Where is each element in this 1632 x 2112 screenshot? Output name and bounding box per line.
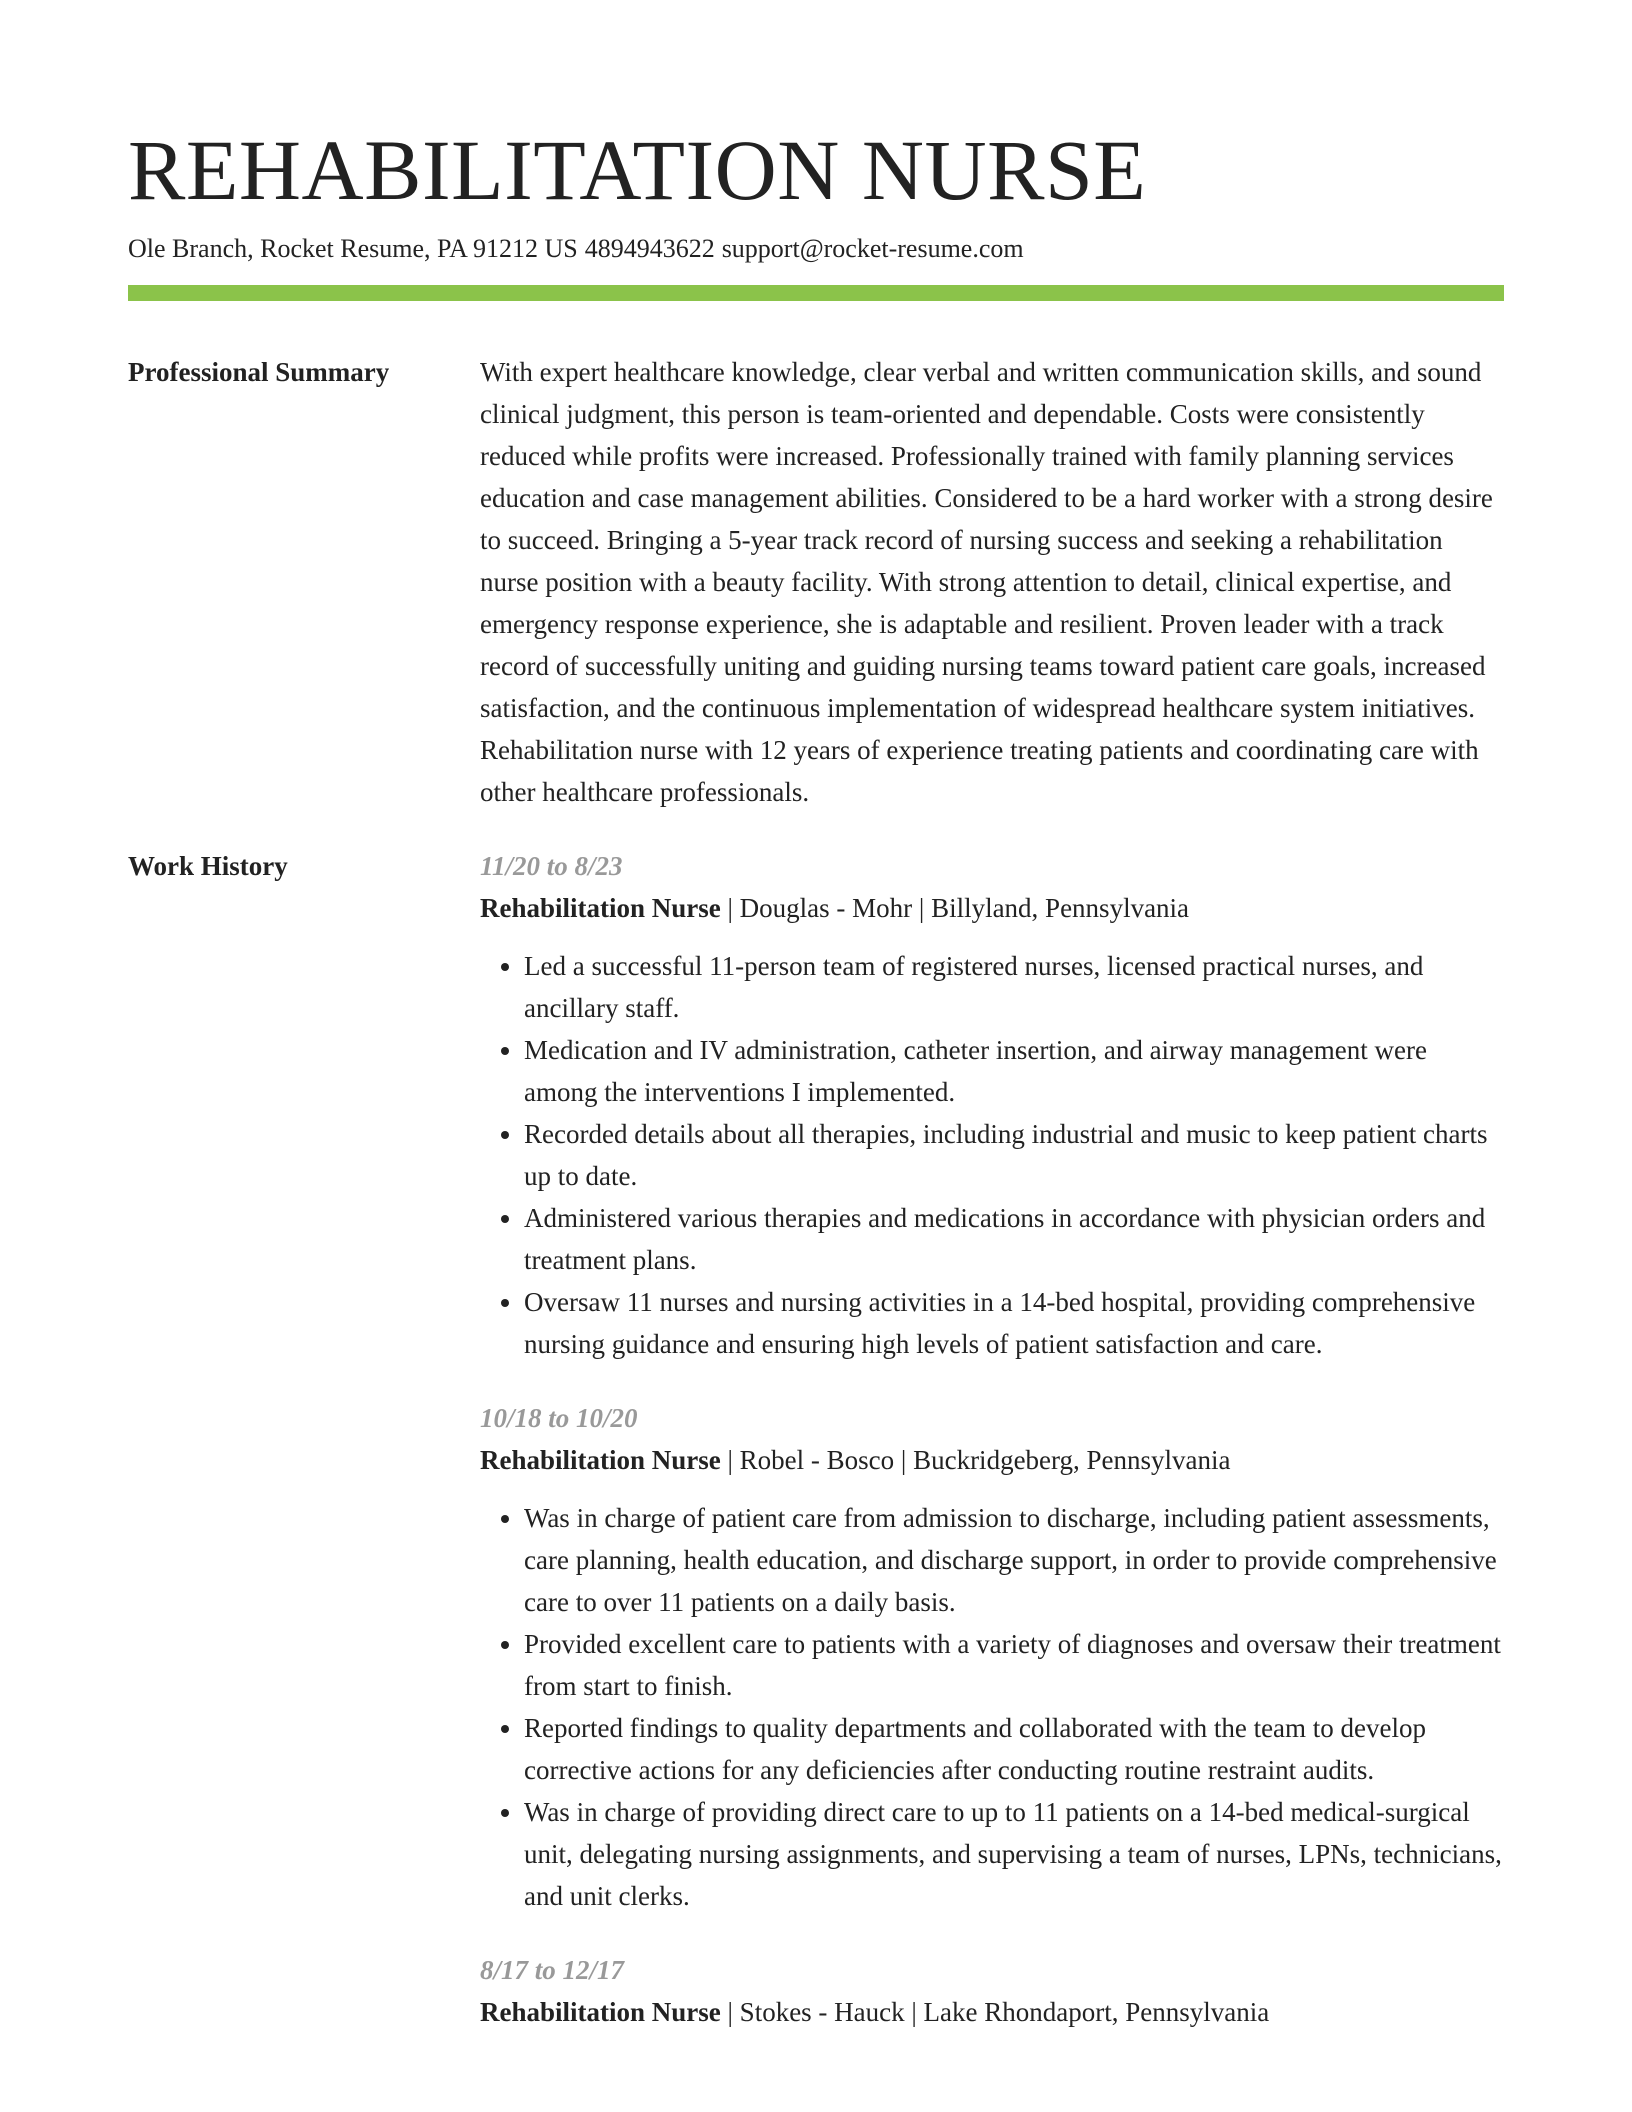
job-separator: | bbox=[912, 893, 932, 923]
job-separator: | bbox=[720, 1445, 740, 1475]
job-bullet: • Provided excellent care to patients with a variety of diagnoses and oversaw their treatment from start to finish. bbox=[524, 1623, 1504, 1707]
job-header-line bbox=[480, 1439, 1504, 1481]
job-separator: | bbox=[904, 1997, 924, 2027]
job-separator: | bbox=[720, 893, 740, 923]
job-entry bbox=[480, 1949, 1504, 2033]
job-bullet: • Medication and IV administration, catheter insertion, and airway management were among the interventions I implemented. bbox=[524, 1029, 1504, 1113]
job-company: Douglas - Mohr bbox=[739, 893, 913, 923]
job-header-line bbox=[480, 1991, 1504, 2033]
job-dates: 8/17 to 12/17 bbox=[480, 1955, 625, 1985]
summary-section bbox=[128, 351, 1504, 813]
job-dates: 10/18 to 10/20 bbox=[480, 1403, 638, 1433]
job-title: Rehabilitation Nurse bbox=[480, 893, 721, 923]
job-separator: | bbox=[720, 1997, 740, 2027]
job-bullet: • Was in charge of patient care from admission to discharge, including patient assessments, care planning, health education, and discharge support, in order to provide comprehensive care to over 11 patients on a daily basis. bbox=[524, 1497, 1504, 1623]
work-history-section bbox=[128, 845, 1504, 2033]
job-bullet: • Reported findings to quality departments and collaborated with the team to develop corrective actions for any deficiencies after conducting routine restraint audits. bbox=[524, 1707, 1504, 1791]
job-bullet: • Oversaw 11 nurses and nursing activities in a 14-bed hospital, providing comprehensive nursing guidance and ensuring high levels of patient satisfaction and care. bbox=[524, 1281, 1504, 1365]
job-location: Billyland, Pennsylvania bbox=[931, 893, 1190, 923]
contact-phone: 4894943622 bbox=[584, 234, 715, 263]
job-dates: 11/20 to 8/23 bbox=[480, 851, 623, 881]
header-divider bbox=[128, 285, 1504, 301]
job-company: Robel - Bosco bbox=[739, 1445, 895, 1475]
contact-address: Ole Branch, Rocket Resume, PA 91212 US bbox=[128, 234, 578, 263]
job-entry bbox=[480, 845, 1504, 1365]
job-bullet: • Led a successful 11-person team of registered nurses, licensed practical nurses, and ancillary staff. bbox=[524, 945, 1504, 1029]
work-history-heading: Work History bbox=[128, 851, 288, 881]
job-company: Stokes - Hauck bbox=[739, 1997, 905, 2027]
summary-heading: Professional Summary bbox=[128, 357, 390, 387]
job-header-line bbox=[480, 887, 1504, 929]
contact-email[interactable]: support@rocket-resume.com bbox=[721, 234, 1024, 263]
job-title: Rehabilitation Nurse bbox=[480, 1997, 721, 2027]
job-entry bbox=[480, 1397, 1504, 1917]
contact-line bbox=[128, 232, 1504, 266]
resume-page bbox=[128, 0, 1504, 2033]
job-bullet: • Administered various therapies and medications in accordance with physician orders and treatment plans. bbox=[524, 1197, 1504, 1281]
job-title: Rehabilitation Nurse bbox=[480, 1445, 721, 1475]
job-bullet-list bbox=[480, 945, 1504, 1365]
job-separator: | bbox=[894, 1445, 914, 1475]
resume-title: REHABILITATION NURSE bbox=[128, 122, 1147, 218]
job-location: Lake Rhondaport, Pennsylvania bbox=[923, 1997, 1270, 2027]
job-location: Buckridgeberg, Pennsylvania bbox=[913, 1445, 1231, 1475]
jobs-list bbox=[480, 845, 1504, 2033]
job-bullet: • Was in charge of providing direct care to up to 11 patients on a 14-bed medical-surgical unit, delegating nursing assignments, and supervising a team of nurses, LPNs, technicians, and unit clerks. bbox=[524, 1791, 1504, 1917]
summary-text: With expert healthcare knowledge, clear verbal and written communication skills, and sound clinical judgment, this person is team-oriented and dependable. Costs were consistently reduced while profits were increased. Professionally trained with family planning services education and case management abilities. Considered to be a hard worker with a strong desire to succeed. Bringing a 5-year track record of nursing success and seeking a rehabilitation nurse position with a beauty facility. With strong attention to detail, clinical expertise, and emergency response experience, she is adaptable and resilient. Proven leader with a track record of successfully uniting and guiding nursing teams toward patient care goals, increased satisfaction, and the continuous implementation of widespread healthcare system initiatives. Rehabilitation nurse with 12 years of experience treating patients and coordinating care with other healthcare professionals. bbox=[480, 357, 1493, 807]
job-bullet: • Recorded details about all therapies, including industrial and music to keep patient charts up to date. bbox=[524, 1113, 1504, 1197]
job-bullet-list bbox=[480, 1497, 1504, 1917]
